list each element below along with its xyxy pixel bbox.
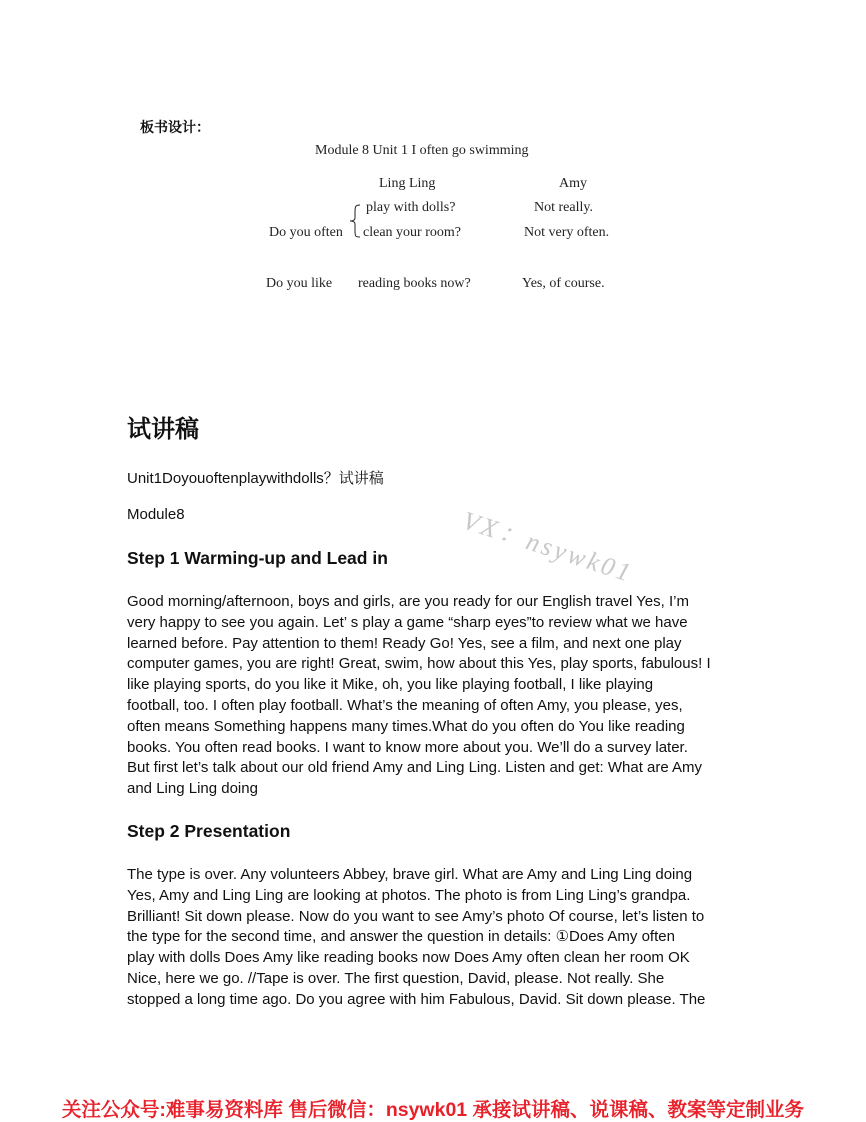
text-line: and Ling Ling doing — [127, 780, 258, 798]
text-line: computer games, you are right! Great, swim, how about this Yes, play sports, fabulous! I — [127, 655, 711, 673]
step2-paragraph — [127, 865, 747, 1011]
board-a2: Yes, of course. — [522, 276, 605, 291]
board-q1b: clean your room? — [363, 225, 461, 240]
step1-heading: Step 1 Warming-up and Lead in — [127, 548, 388, 568]
text-line: football, too. I often play football. What’s the meaning of often Amy, you please, yes, — [127, 696, 683, 714]
module-label: Module8 — [127, 506, 185, 523]
text-line: often means Something happens many times.What do you often do You like reading — [127, 717, 685, 735]
text-line: Brilliant! Sit down please. Now do you want to see Amy’s photo Of course, let’s listen to — [127, 907, 705, 925]
text-line: The type is over. Any volunteers Abbey, brave girl. What are Amy and Ling Ling doing — [127, 866, 693, 883]
board-q1a: play with dolls? — [366, 200, 456, 215]
board-q1-prefix: Do you often — [269, 225, 343, 240]
board-a1a: Not really. — [534, 200, 593, 215]
watermark: VX：nsywk01 — [459, 505, 637, 589]
text-line: very happy to see you again. Let’ s play a game “sharp eyes”to review what we have — [127, 613, 688, 631]
page-heading: 试讲稿 — [127, 416, 199, 443]
board-design-label: 板书设计： — [140, 119, 210, 135]
board-a1b: Not very often. — [524, 225, 610, 240]
board-col-amy: Amy — [559, 176, 587, 191]
text-line: Good morning/afternoon, boys and girls, are you ready for our English travel Yes, I’m — [127, 593, 689, 610]
text-line: But first let’s talk about our old friend Amy and Ling Ling. Listen and get: What are Amy — [127, 759, 703, 777]
text-line: play with dolls Does Amy like reading books now Does Amy often clean her room OK — [127, 949, 690, 967]
text-line: learned before. Pay attention to them! Ready Go! Yes, see a film, and next one play — [127, 634, 682, 652]
text-line: books. You often read books. I want to know more about you. We’ll do a survey later. — [127, 738, 688, 756]
board-q2: reading books now? — [358, 276, 471, 291]
step1-paragraph — [127, 592, 747, 800]
step2-heading: Step 2 Presentation — [127, 821, 291, 841]
subtitle: Unit1Doyouoftenplaywithdolls？试讲稿 — [127, 470, 384, 487]
board-col-lingling: Ling Ling — [379, 176, 436, 191]
text-line: Nice, here we go. //Tape is over. The first question, David, please. Not really. She — [127, 969, 665, 987]
text-line: the type for the second time, and answer the question in details: ①Does Amy often — [127, 928, 675, 946]
text-line: stopped a long time ago. Do you agree with him Fabulous, David. Sit down please. The — [127, 990, 706, 1008]
board-q2-prefix: Do you like — [266, 276, 333, 291]
brace-icon — [349, 203, 361, 239]
board-title: Module 8 Unit 1 I often go swimming — [315, 143, 529, 158]
footer-banner: 关注公众号:难事易资料库 售后微信：nsywk01 承接试讲稿、说课稿、教案等定制业务 — [61, 1099, 805, 1121]
text-line: Yes, Amy and Ling Ling are looking at photos. The photo is from Ling Ling’s grandpa. — [127, 886, 691, 904]
text-line: like playing sports, do you like it Mike, oh, you like playing football, I like playing — [127, 676, 654, 694]
